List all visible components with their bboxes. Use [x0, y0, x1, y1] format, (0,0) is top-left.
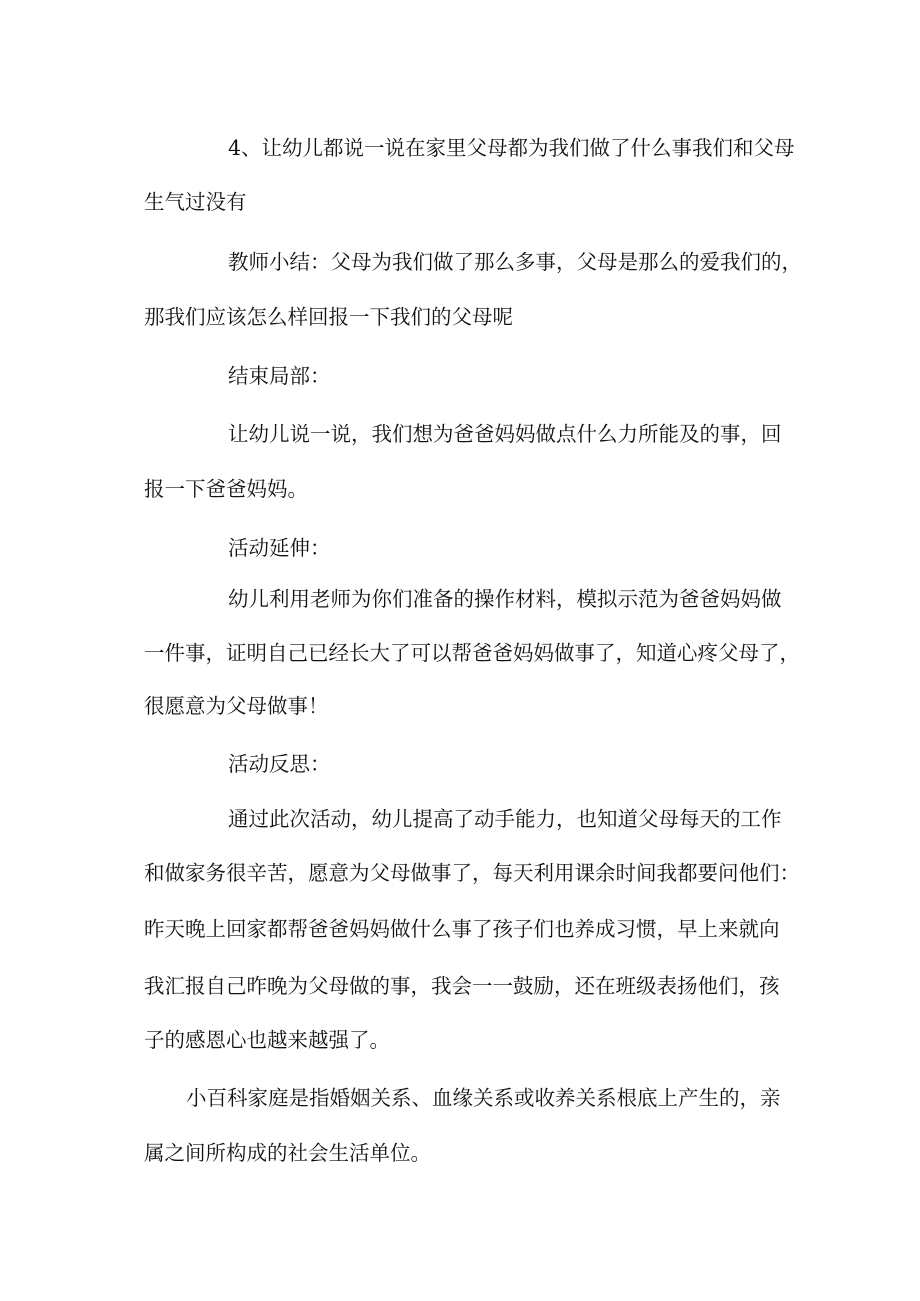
paragraph-line: 幼儿利用老师为你们准备的操作材料，模拟示范为爸爸妈妈做: [228, 587, 782, 611]
section-heading: 结束局部：: [228, 364, 331, 388]
paragraph-line: 小百科家庭是指婚姻关系、血缘关系或收养关系根底上产生的，亲: [186, 1086, 781, 1110]
paragraph-line: 一件事，证明自己已经长大了可以帮爸爸妈妈做事了，知道心疼父母了，: [144, 641, 800, 665]
paragraph-line: 报一下爸爸妈妈。: [144, 477, 308, 501]
paragraph-line: 让幼儿说一说，我们想为爸爸妈妈做点什么力所能及的事，回: [228, 422, 782, 446]
paragraph-line: 教师小结：父母为我们做了那么多事，父母是那么的爱我们的，: [228, 250, 802, 274]
section-heading: 活动反思：: [228, 752, 331, 776]
paragraph-line: 那我们应该怎么样回报一下我们的父母呢: [144, 305, 513, 329]
paragraph-line: 昨天晚上回家都帮爸爸妈妈做什么事了孩子们也养成习惯，早上来就向: [144, 917, 780, 941]
paragraph-line: 生气过没有: [144, 190, 247, 214]
paragraph-line: 和做家务很辛苦，愿意为父母做事了，每天利用课余时间我都要问他们：: [144, 861, 800, 885]
paragraph-line: 4、让幼儿都说一说在家里父母都为我们做了什么事我们和父母: [228, 136, 795, 160]
paragraph-line: 通过此次活动，幼儿提高了动手能力，也知道父母每天的工作: [228, 807, 782, 831]
paragraph-line: 属之间所构成的社会生活单位。: [144, 1141, 431, 1165]
paragraph-line: 很愿意为父母做事！: [144, 694, 329, 718]
paragraph-line: 我汇报自己昨晚为父母做的事，我会一一鼓励，还在班级表扬他们，孩: [144, 974, 780, 998]
paragraph-line: 子的感恩心也越来越强了。: [144, 1028, 390, 1052]
section-heading: 活动延伸：: [228, 536, 331, 560]
